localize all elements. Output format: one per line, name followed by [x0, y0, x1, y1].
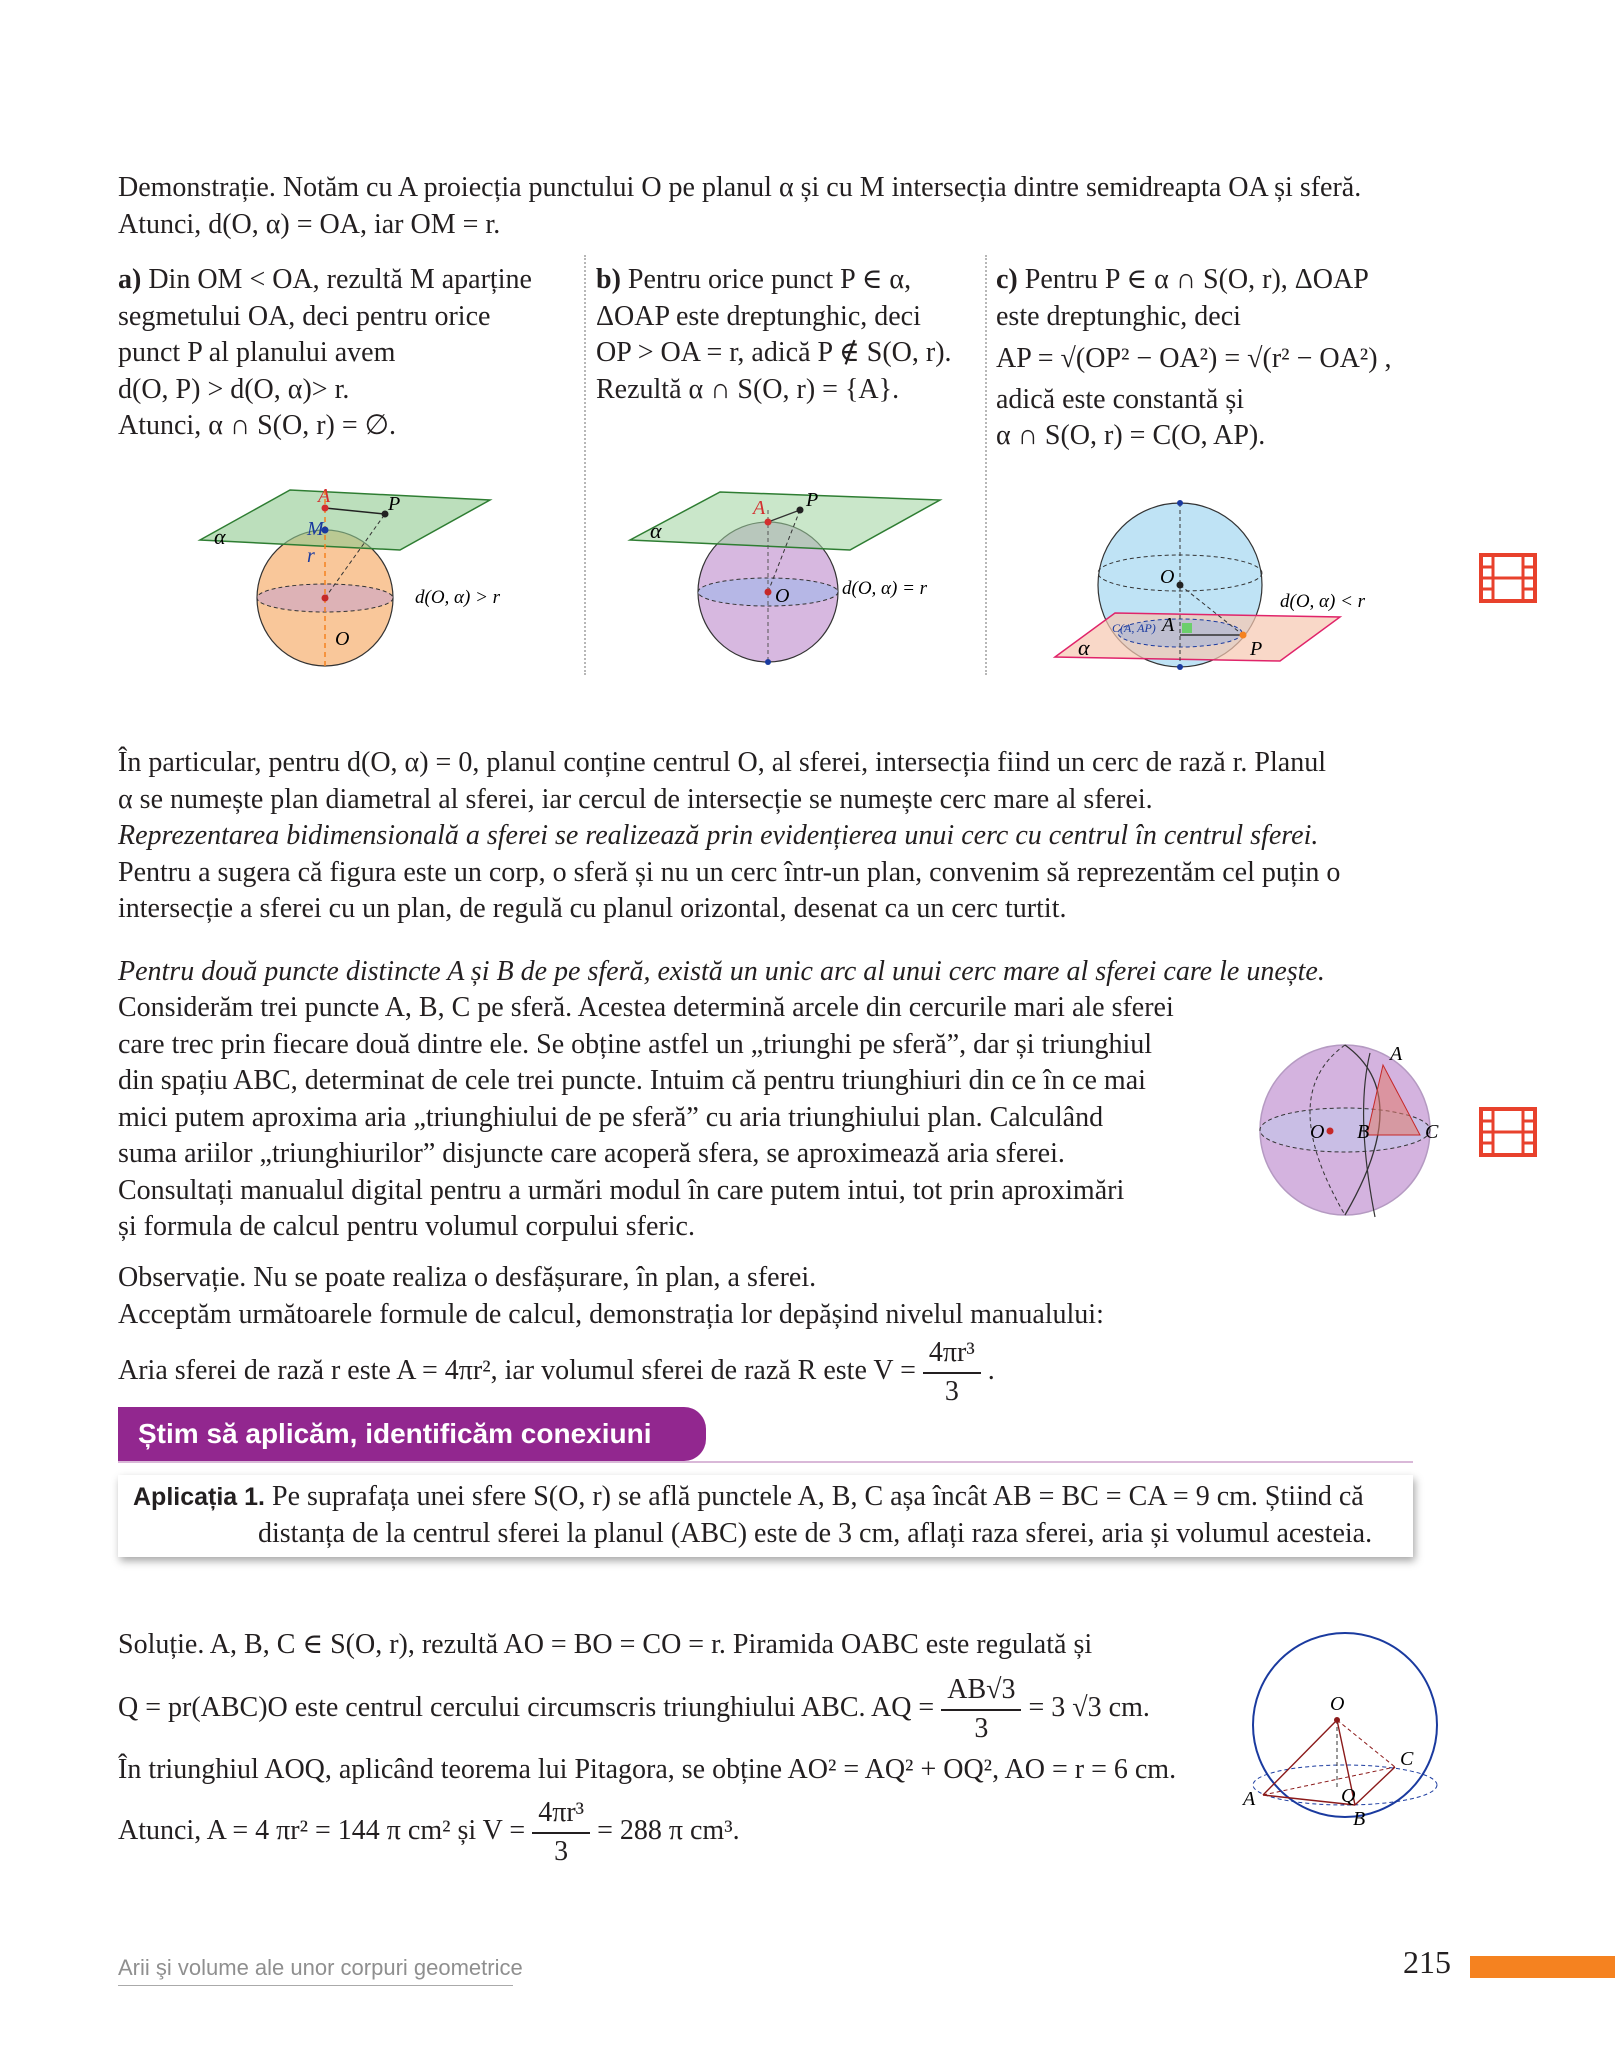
- paragraph-plane-diametral: [118, 745, 1448, 928]
- paragraph-line: suma ariilor „triunghiurilor” disjuncte care acoperă sfera, se aproximează aria sferei.: [118, 1138, 1065, 1169]
- footer-line: [118, 1985, 513, 1986]
- paragraph-line: α se numește plan diametral al sferei, iar cercul de intersecție se numește cerc mare al sferei.: [118, 783, 1153, 815]
- label-B: B: [1353, 1808, 1366, 1830]
- case-b-line: Pentru orice punct P ∈ α,: [627, 264, 912, 295]
- application-line: distanța de la centrul sferei la planul (ABC) este de 3 cm, aflați raza sferei, aria și volumul acesteia.: [258, 1517, 1373, 1549]
- case-a-line: d(O, P) > d(O, α)> r.: [118, 373, 350, 405]
- solution-text: = 3 √3 cm.: [1028, 1691, 1150, 1723]
- formula-suffix: .: [987, 1354, 995, 1386]
- page-accent-bar: [1470, 1956, 1615, 1978]
- figure-sphere-plane-secant: [1040, 495, 1400, 685]
- solution: [118, 1627, 1228, 1664]
- solution-line-2: [118, 1672, 1228, 1747]
- paragraph-line: Consultați manualul digital pentru a urmări modul în care putem intui, tot prin aproximări: [118, 1174, 1125, 1206]
- chapter-footer: Arii şi volume ale unor corpuri geometrice: [118, 1955, 523, 1980]
- case-c-line: α ∩ S(O, r) = C(O, AP).: [996, 420, 1266, 451]
- fraction-denominator: 3: [974, 1712, 989, 1744]
- label-B: B: [1357, 1121, 1370, 1143]
- case-c-label: c): [996, 264, 1018, 295]
- label-circle: C(A, AP): [1112, 621, 1156, 635]
- film-icon[interactable]: [1479, 1107, 1537, 1157]
- figure-caption: d(O, α) > r: [415, 587, 501, 608]
- section-title: Știm să aplicăm, identificăm conexiuni: [118, 1407, 706, 1461]
- intro-line-1: Demonstrație. Notăm cu A proiecția punctului O pe planul α și cu M intersecția dintre semidreapta OA și sferă.: [118, 172, 1362, 203]
- label-A: A: [318, 485, 331, 507]
- case-b-label: b): [596, 264, 621, 295]
- figure-spherical-triangle: [1245, 1035, 1445, 1225]
- label-alpha: α: [1078, 635, 1090, 660]
- fraction-numerator: AB√3: [941, 1672, 1021, 1711]
- case-b-line: Rezultă α ∩ S(O, r) = {A}.: [596, 373, 900, 405]
- paragraph-line: intersecție a sferei cu un plan, de regulă cu planul orizontal, desenat ca un cerc turtit.: [118, 893, 1067, 924]
- label-A: A: [1243, 1788, 1256, 1810]
- solution-line: În triunghiul AOQ, aplicând teorema lui Pitagora, se obține AO² = AQ² + OQ², AO = r = 6 cm.: [118, 1754, 1177, 1785]
- fraction: [941, 1672, 1021, 1747]
- paragraph-line: Reprezentarea bidimensională a sferei se realizează prin evidențierea unui cerc cu centrul în centrul sferei.: [118, 820, 1319, 851]
- case-b: [596, 262, 976, 408]
- case-c-line: este dreptunghic, deci: [996, 300, 1241, 332]
- solution-line-3: [118, 1752, 1228, 1789]
- label-M: M: [307, 518, 324, 540]
- figure-sphere-plane-tangent: [620, 470, 980, 690]
- label-A: A: [1390, 1043, 1403, 1065]
- label-O: O: [1330, 1693, 1345, 1715]
- application-box: [118, 1475, 1413, 1557]
- figure-caption: d(O, α) < r: [1280, 591, 1366, 612]
- fraction-numerator: 4πr³: [923, 1335, 981, 1374]
- case-a-line: Atunci, α ∩ S(O, r) = ∅.: [118, 410, 397, 441]
- case-c: [996, 262, 1446, 455]
- label-P: P: [1250, 638, 1263, 660]
- intro-line-2: Atunci, d(O, α) = OA, iar OM = r.: [118, 208, 501, 240]
- case-a-line: segmetului OA, deci pentru orice: [118, 300, 491, 332]
- fraction-numerator: 4πr³: [532, 1795, 590, 1834]
- paragraph-line: În particular, pentru d(O, α) = 0, planul conține centrul O, al sferei, intersecția fiind un cerc de rază r. Planul: [118, 747, 1326, 778]
- label-O: O: [335, 628, 350, 650]
- formula-text: Aria sferei de rază r este A = 4πr², iar volumul sferei de rază R este V =: [118, 1354, 916, 1386]
- case-c-formula: AP = √(OP² − OA²) = √(r² − OA²) ,: [996, 343, 1392, 374]
- paragraph-line: Considerăm trei puncte A, B, C pe sferă. Acestea determină arcele din cercurile mari ale sferei: [118, 992, 1174, 1023]
- label-alpha: α: [214, 524, 226, 549]
- paragraph-line: și formula de calcul pentru volumul corpului sferic.: [118, 1211, 695, 1242]
- column-divider: [584, 255, 586, 675]
- solution-text: = 288 π cm³.: [597, 1814, 740, 1846]
- label-O: O: [1160, 566, 1175, 588]
- label-C: C: [1425, 1121, 1439, 1143]
- fraction-denominator: 3: [944, 1375, 959, 1407]
- film-icon[interactable]: [1479, 553, 1537, 603]
- solution-line: Soluție. A, B, C ∈ S(O, r), rezultă AO = BO = CO = r. Piramida OABC este regulată și: [118, 1629, 1093, 1660]
- case-a-line: Din OM < OA, rezultă M aparține: [148, 264, 532, 295]
- paragraph-line: mici putem aproxima aria „triunghiului de pe sferă” cu aria triunghiului plan. Calculând: [118, 1101, 1104, 1133]
- label-r: r: [307, 545, 315, 567]
- page-number: 215: [1403, 1944, 1451, 1980]
- paragraph-sphere-triangle: [118, 954, 1458, 991]
- label-O: O: [775, 585, 790, 607]
- column-divider: [985, 255, 987, 675]
- figure-caption: d(O, α) = r: [842, 578, 928, 599]
- case-b-line: OP > OA = r, adică P ∉ S(O, r).: [596, 337, 952, 368]
- paragraph-sphere-triangle-body: [118, 990, 1213, 1246]
- case-a-label: a): [118, 264, 142, 295]
- paragraph-line: care trec prin fiecare două dintre ele. Se obține astfel un „triunghi pe sferă”, dar și triunghiul: [118, 1028, 1153, 1060]
- label-P: P: [388, 493, 401, 515]
- observation-line: Acceptăm următoarele formule de calcul, demonstrația lor depășind nivelul manualului:: [118, 1298, 1104, 1330]
- solution-text: Atunci, A = 4 πr² = 144 π cm² și V =: [118, 1814, 526, 1846]
- figure-sphere-plane-outside: [180, 470, 540, 690]
- formula-sphere: [118, 1335, 1448, 1410]
- paragraph-line: Pentru două puncte distincte A și B de pe sferă, există un unic arc al unui cerc mare al sferei care le unește.: [118, 956, 1325, 987]
- label-A: A: [1162, 614, 1175, 636]
- label-O: O: [1310, 1121, 1325, 1143]
- case-b-line: ΔOAP este dreptunghic, deci: [596, 300, 921, 332]
- application-line: Pe suprafața unei sfere S(O, r) se află punctele A, B, C așa încât AB = BC = CA = 9 cm. Știind că: [272, 1481, 1364, 1512]
- label-A: A: [753, 497, 766, 519]
- solution-text: Q = pr(ABC)O este centrul cercului circumscris triunghiului ABC. AQ =: [118, 1691, 935, 1723]
- label-C: C: [1400, 1748, 1414, 1770]
- paragraph-line: Pentru a sugera că figura este un corp, o sferă și nu un cerc într-un plan, convenim să reprezentăm cel puțin o: [118, 856, 1341, 888]
- case-c-line: adică este constantă și: [996, 383, 1245, 415]
- section-divider: [118, 1461, 1413, 1463]
- label-alpha: α: [650, 518, 662, 543]
- fraction: [532, 1795, 590, 1870]
- fraction: [923, 1335, 981, 1410]
- label-P: P: [806, 489, 819, 511]
- solution-line-4: [118, 1795, 1228, 1870]
- case-a: [118, 262, 590, 445]
- case-a-line: punct P al planului avem: [118, 337, 396, 368]
- observation: [118, 1260, 1448, 1333]
- observation-line: Observație. Nu se poate realiza o desfășurare, în plan, a sferei.: [118, 1262, 817, 1293]
- figure-pyramid-in-sphere: [1235, 1625, 1455, 1830]
- application-label: Aplicația 1.: [133, 1483, 265, 1511]
- label-Q: Q: [1341, 1785, 1356, 1807]
- fraction-denominator: 3: [554, 1835, 569, 1867]
- paragraph-line: din spațiu ABC, determinat de cele trei puncte. Intuim că pentru triunghiuri din ce în ce mai: [118, 1065, 1146, 1096]
- case-c-line: Pentru P ∈ α ∩ S(O, r), ΔOAP: [1024, 264, 1369, 295]
